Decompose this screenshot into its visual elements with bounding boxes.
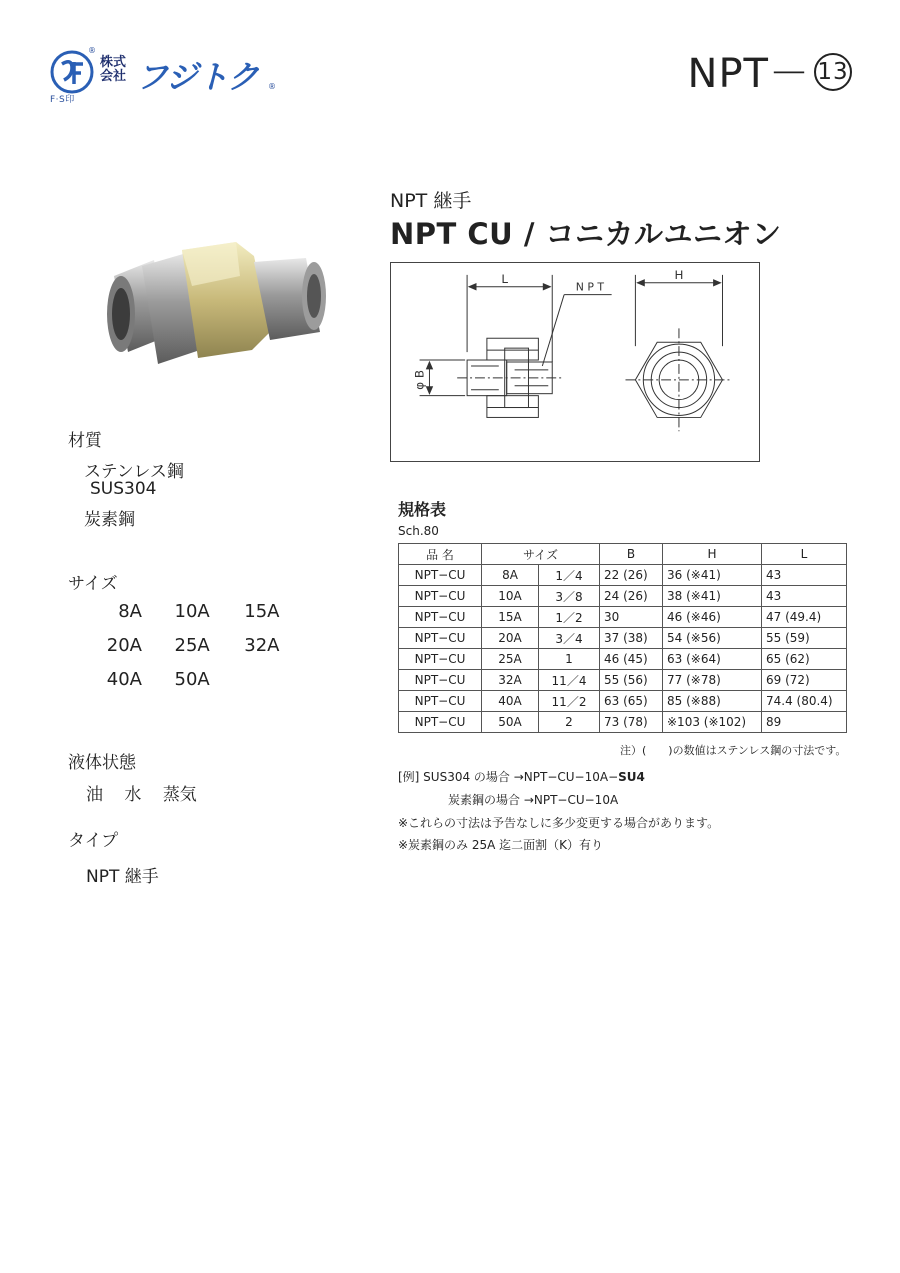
cell-size-inch: 3／8 [539,586,600,607]
example-carbon: 炭素鋼の場合 →NPT−CU−10A [448,793,619,807]
company-type: 株式会社 [100,55,127,84]
cell-size-inch: 1／4 [539,565,600,586]
cell-name: NPT−CU [399,649,482,670]
example-prefix: [例] SUS304 の場合 →NPT−CU−10A− [398,770,619,784]
fluid-heading: 液体状態 [68,753,136,773]
cell-l: 47 (49.4) [762,607,847,628]
cell-b: 30 [600,607,663,628]
fluid-values [86,780,213,805]
cell-l: 89 [762,712,847,733]
size-row [86,635,279,656]
cell-l: 43 [762,565,847,586]
dim-label-h: H [674,267,684,282]
material-sus304: SUS304 [90,479,157,499]
size-value: 20A [106,635,142,656]
dim-label-b: φ B [412,369,427,390]
schedule-label: Sch.80 [398,524,439,538]
cell-size-inch: 1／2 [539,607,600,628]
size-value: 10A [174,601,210,622]
table-row [399,607,847,628]
page-number [688,42,852,99]
fs-mark-caption: F·S印 [50,95,75,105]
cell-name: NPT−CU [399,628,482,649]
cell-size-inch: 11／2 [539,691,600,712]
dim-label-l: L [501,271,509,286]
cell-l: 55 (59) [762,628,847,649]
table-row [399,649,847,670]
cell-size-a: 50A [482,712,539,733]
cell-h: 63 (※64) [663,649,762,670]
cell-size-inch: 1 [539,649,600,670]
cell-h: 38 (※41) [663,586,762,607]
cell-name: NPT−CU [399,712,482,733]
table-header-row [399,544,847,565]
fluid-oil: 油 [86,785,103,805]
col-size: サイズ [482,544,600,565]
size-value: 15A [244,601,280,622]
cell-h: 77 (※78) [663,670,762,691]
cell-size-a: 15A [482,607,539,628]
col-name: 品 名 [399,544,482,565]
cell-b: 46 (45) [600,649,663,670]
cell-size-a: 32A [482,670,539,691]
type-heading: タイプ [68,831,119,851]
cell-l: 74.4 (80.4) [762,691,847,712]
technical-drawing [390,262,760,462]
cell-size-inch: 11／4 [539,670,600,691]
cell-b: 22 (26) [600,565,663,586]
dim-label-npt: N P T [575,280,604,294]
cell-h: 46 (※46) [663,607,762,628]
table-row [399,670,847,691]
product-title: NPT CU / コニカルユニオン [390,217,782,251]
table-row [399,586,847,607]
table-row [399,691,847,712]
cell-size-a: 8A [482,565,539,586]
page-number-circled: 13 [814,53,852,91]
cell-size-a: 20A [482,628,539,649]
carbon-note: ※炭素鋼のみ 25A 迄二面割（K）有り [398,838,604,852]
cell-size-a: 40A [482,691,539,712]
cell-l: 43 [762,586,847,607]
size-value: 8A [118,601,142,622]
size-heading: サイズ [68,574,118,594]
example-sus304 [398,768,645,785]
registered-mark: ® [88,46,96,55]
cell-b: 73 (78) [600,712,663,733]
fluid-steam: 蒸気 [162,785,197,805]
type-value: NPT 継手 [86,867,159,887]
col-b: B [600,544,663,565]
paren-note: 注）( )の数値はステンレス鋼の寸法です。 [620,744,847,757]
cell-name: NPT−CU [399,691,482,712]
cell-size-inch: 3／4 [539,628,600,649]
cell-h: ※103 (※102) [663,712,762,733]
material-carbon: 炭素鋼 [84,510,135,530]
size-row [86,669,210,690]
cell-l: 69 (72) [762,670,847,691]
company-name: フジトク [136,58,259,96]
company-mark-icon [50,50,94,94]
registered-mark: ® [268,82,276,91]
col-h: H [663,544,762,565]
page-series: NPT－ [687,51,810,97]
cell-name: NPT−CU [399,607,482,628]
cell-size-a: 10A [482,586,539,607]
size-value: 50A [174,669,210,690]
size-value: 25A [174,635,210,656]
col-l: L [762,544,847,565]
change-note: ※これらの寸法は予告なしに多少変更する場合があります。 [398,816,720,830]
table-row [399,628,847,649]
size-value: 32A [244,635,280,656]
table-row [399,565,847,586]
product-subtitle: NPT 継手 [390,190,472,212]
company-logo [50,48,280,104]
cell-size-a: 25A [482,649,539,670]
cell-name: NPT−CU [399,565,482,586]
cell-name: NPT−CU [399,586,482,607]
cell-h: 54 (※56) [663,628,762,649]
cell-h: 85 (※88) [663,691,762,712]
example-suffix: SU4 [618,770,645,784]
cell-b: 55 (56) [600,670,663,691]
product-photo [94,236,340,372]
cell-b: 24 (26) [600,586,663,607]
cell-b: 63 (65) [600,691,663,712]
cell-size-inch: 2 [539,712,600,733]
spec-table [398,543,847,733]
fluid-water: 水 [124,785,142,805]
table-row [399,712,847,733]
material-stainless: ステンレス鋼 [84,462,184,482]
cell-l: 65 (62) [762,649,847,670]
spec-table-title: 規格表 [398,500,447,519]
material-heading: 材質 [68,431,102,451]
cell-h: 36 (※41) [663,565,762,586]
cell-b: 37 (38) [600,628,663,649]
cell-name: NPT−CU [399,670,482,691]
size-value: 40A [106,669,142,690]
size-row [86,601,279,622]
